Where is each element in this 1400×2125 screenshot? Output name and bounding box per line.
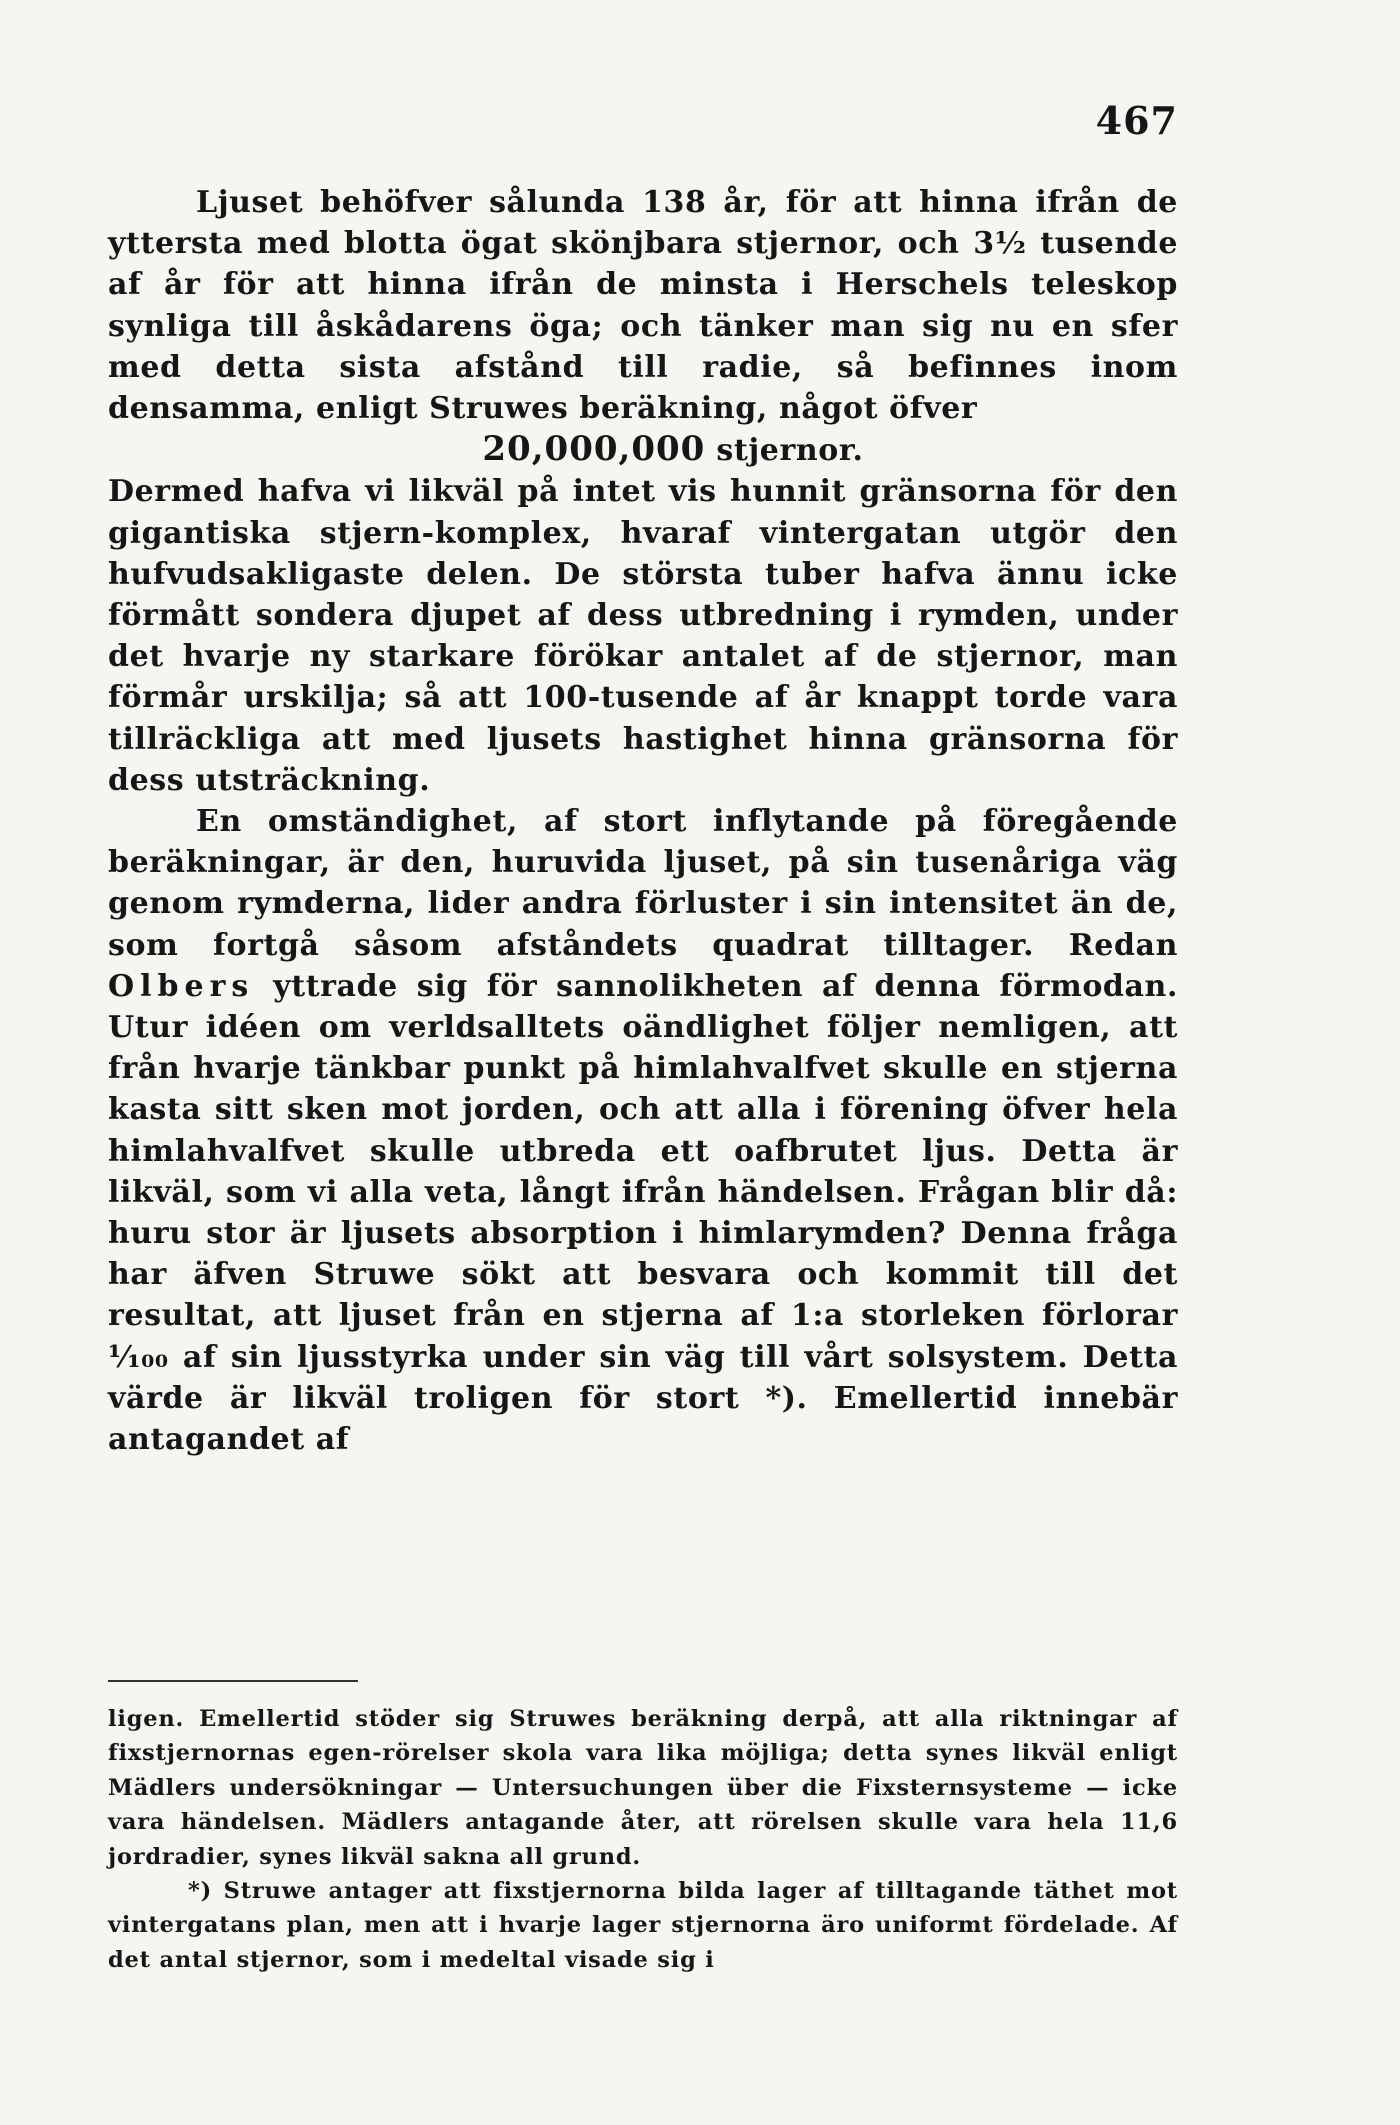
paragraph-3-part-b: yttrade sig för sannolikheten af denna förmodan. Utur idéen om verldsalltets oändlighet följer nemligen, att från hvarje tänkbar punkt på himlahvalfvet skulle en stjerna kasta sitt sken mot jorden, och att alla i förening öfver hela himlahvalfvet skulle utbreda ett oafbrutet ljus. Detta är likväl, som vi alla veta, långt ifrån händelsen. Frågan blir då: huru stor är ljusets absorption i himlarymden? Denna fråga har äfven Struwe sökt att besvara och kommit till det resultat, att ljuset från en stjerna af 1:a storleken förlorar ¹⁄₁₀₀ af sin ljusstyrka under sin väg till vårt solsystem. Detta värde är likväl troligen för stort *). Emellertid innebär antagandet af [108, 968, 1179, 1458]
footnote-continuation: ligen. Emellertid stöder sig Struwes beräkning derpå, att alla riktningar af fixstjernornas egen-rörelser skola vara lika möjliga; detta synes likväl enligt Mädlers undersökningar — Untersuchungen über die Fixsternsysteme — icke vara händelsen. Mädlers antagande åter, att rörelsen skulle vara hela 11,6 jordradier, synes likväl sakna all grund. [108, 1706, 1178, 1870]
paragraph-3-part-a: En omständighet, af stort inflytande på föregående beräkningar, är den, huruvida ljuset, på sin tusenåriga väg genom rymderna, lider andra förluster i sin intensitet än de, som fortgå såsom afståndets quadrat tilltager. Redan [108, 804, 1178, 963]
paragraph-1: Ljuset behöfver sålunda 138 år, för att hinna ifrån de yttersta med blotta ögat skönjbara stjernor, och 3½ tusende af år för att hinna ifrån de minsta i Herschels teleskop synliga till åskådarens öga; och tänker man sig nu en sfer med detta sista afstånd till radie, så befinnes inom densamma, enligt Struwes beräkning, något öfver [108, 185, 1178, 427]
footnote-asterisk: *) Struwe antager att fixstjernorna bilda lager af tilltagande täthet mot vintergatans plan, men att i hvarje lager stjernorna äro uniformt fördelade. Af det antal stjernor, som i medeltal visade sig i [108, 1878, 1178, 1973]
main-text [108, 182, 1178, 1460]
star-count-line [108, 429, 1178, 471]
olbers-name: Olbers [108, 968, 255, 1004]
paragraph-3 [108, 801, 1178, 1460]
footnote-divider [108, 1680, 358, 1682]
footnotes [108, 1702, 1178, 1977]
star-count-suffix: stjernor. [716, 433, 864, 469]
star-count-number: 20,000,000 [482, 429, 706, 470]
page-number: 467 [1095, 98, 1178, 143]
paragraph-2: Dermed hafva vi likväl på intet vis hunnit gränsorna för den gigantiska stjern-komplex, hvaraf vintergatan utgör den hufvudsakligaste delen. De största tuber hafva ännu icke förmått sondera djupet af dess utbredning i rymden, under det hvarje ny starkare förökar antalet af de stjernor, man förmår urskilja; så att 100-tusende af år knappt torde vara tillräckliga att med ljusets hastighet hinna gränsorna för dess utsträckning. [108, 474, 1178, 798]
